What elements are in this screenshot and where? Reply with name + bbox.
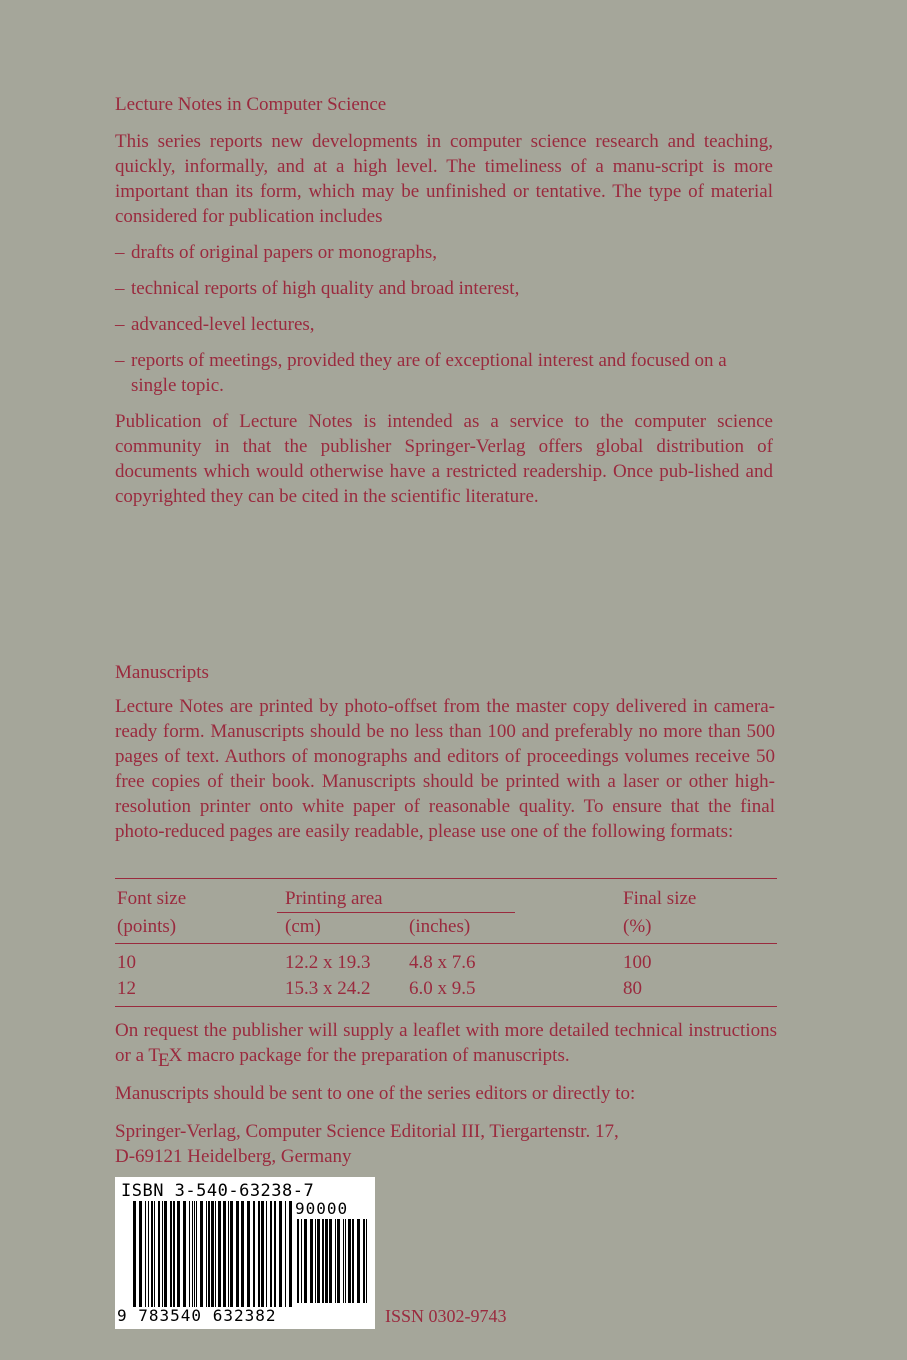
series-section [115,92,773,509]
barcode-bars [133,1201,293,1307]
barcode-bar [139,1201,142,1307]
tex-t: T [148,1045,161,1066]
header-points: (points) [117,916,177,937]
list-item [115,348,773,398]
barcode-bar [345,1219,346,1303]
list-item [115,312,773,337]
barcode-bar [228,1201,229,1307]
list-item [115,276,773,301]
series-title: Lecture Notes in Computer Science [115,94,387,115]
barcode-bar [170,1201,172,1307]
address-line-2: D-69121 Heidelberg, Germany [115,1146,352,1167]
leaflet-text-before: On request the publisher will supply a leaflet with more detailed technical instructions or a [115,1020,777,1066]
table-header-rule [115,943,777,944]
barcode-bar [194,1201,195,1307]
barcode-bar [266,1201,267,1307]
header-cm: (cm) [285,916,321,937]
barcode-bar [274,1201,276,1307]
isbn-barcode [115,1177,375,1329]
barcode-bar [352,1219,354,1303]
table-bottom-rule [115,1006,777,1007]
barcode-bar [270,1201,272,1307]
barcode-bar [247,1201,250,1307]
barcode-bar [285,1201,286,1307]
barcode-bar [145,1201,146,1307]
barcode-bar [218,1201,221,1307]
barcode-bar [322,1219,324,1303]
barcode-bar [357,1219,360,1303]
send-to-paragraph: Manuscripts should be sent to one of the series editors or directly to: [115,1083,636,1104]
dash: – [115,350,125,371]
tex-logo [148,1045,183,1071]
barcode-bar [304,1219,307,1303]
barcode-bar [337,1219,340,1303]
cell-final: 100 [623,952,652,973]
barcode-bar [343,1219,344,1303]
table-top-rule [115,878,777,879]
dash: – [115,278,125,299]
cell-inches: 4.8 x 7.6 [409,952,476,973]
list-item-text: drafts of original papers or monographs, [131,242,438,263]
barcode-bar [208,1201,210,1307]
cell-inches: 6.0 x 9.5 [409,978,476,999]
barcode-bar [261,1201,264,1307]
barcode-bar [148,1201,149,1307]
barcode-bar [241,1201,244,1307]
header-inches: (inches) [409,916,471,937]
barcode-bar [151,1201,153,1307]
dash: – [115,242,125,263]
cell-cm: 12.2 x 19.3 [285,952,371,973]
addon-digits: 90000 [295,1199,349,1218]
leaflet-text-after: macro package for the preparation of manuscripts. [182,1045,570,1066]
barcode-bar [189,1201,190,1307]
barcode-bar [325,1219,328,1303]
publication-paragraph: Publication of Lecture Notes is intended as a service to the computer science community in that the publisher Springer-Verlag offers global distribution of documents which would otherwise have a restricted readership. Once pub-lished and copyrighted they can be cited in the scientific literature. [115,411,773,507]
barcode-bar [162,1201,163,1307]
list-item-text: reports of meetings, provided they are of exceptional interest and focused on a single topic. [131,350,727,396]
barcode-bar [348,1219,351,1303]
barcode-bar [206,1201,207,1307]
header-printing-area: Printing area [285,888,383,909]
printing-area-rule [277,912,515,913]
barcode-bar [223,1201,226,1307]
barcode-bar [164,1201,167,1307]
header-font-size: Font size [117,888,187,909]
dash: – [115,314,125,335]
material-list [115,240,773,398]
barcode-bar [301,1219,302,1303]
barcode-bar [173,1201,175,1307]
barcode-bar [335,1219,336,1303]
barcode-bar [158,1201,160,1307]
barcode-bar [236,1201,239,1307]
barcode-bar [253,1201,255,1307]
addon-barcode-bars [297,1219,371,1303]
barcode-bar [196,1201,197,1307]
header-final-size: Final size [623,888,697,909]
manuscripts-body: Lecture Notes are printed by photo-offset from the master copy delivered in camera-ready form. Manuscripts should be no less than 100 and preferably no more than 500 pages of text. Authors of monographs and editors of proceedings volumes receive 50 free copies of their book. Manuscripts should be printed with a laser or other high-resolution printer onto white paper of reasonable quality. To ensure that the final photo-reduced pages are easily readable, please use one of the following formats: [115,696,775,842]
barcode-bar [315,1219,316,1303]
barcode-bar [200,1201,203,1307]
barcode-bar [154,1201,155,1307]
list-item-text: technical reports of high quality and broad interest, [131,278,520,299]
list-item-text: advanced-level lectures, [131,314,315,335]
closing-section [115,1018,777,1169]
barcode-bar [258,1201,260,1307]
header-percent: (%) [623,916,652,937]
barcode-bar [215,1201,216,1307]
barcode-bar [289,1201,292,1307]
isbn-label: ISBN 3-540-63238-7 [121,1181,315,1201]
address-line-1: Springer-Verlag, Computer Science Editorial III, Tiergartenstr. 17, [115,1121,619,1142]
cell-cm: 15.3 x 24.2 [285,978,371,999]
cell-font: 12 [117,978,136,999]
leaflet-paragraph [115,1018,777,1071]
ean-digits: 9 783540 632382 [117,1306,277,1325]
barcode-bar [192,1201,193,1307]
tex-x: X [168,1045,183,1066]
series-intro: This series reports new developments in computer science research and teaching, quickly, informally, and at a high level. The timeliness of a manu-script is more important than its form, which may be unfinished or tentative. The type of material considered for publication includes [115,131,773,227]
barcode-bar [177,1201,180,1307]
barcode-bar [279,1201,282,1307]
barcode-bar [310,1219,313,1303]
manuscripts-heading: Manuscripts [115,662,209,683]
issn: ISSN 0302-9743 [385,1306,507,1326]
barcode-bar [183,1201,186,1307]
tex-e: E [158,1050,170,1071]
barcode-bar [297,1219,299,1303]
barcode-bar [366,1219,367,1303]
list-item [115,240,773,265]
cell-font: 10 [117,952,136,973]
cell-final: 80 [623,978,642,999]
barcode-bar [329,1219,332,1303]
barcode-bar [317,1219,320,1303]
barcode-bar [133,1201,136,1307]
barcode-bar [230,1201,233,1307]
barcode-bar [211,1201,214,1307]
barcode-bar [363,1219,365,1303]
manuscripts-section [115,660,775,844]
